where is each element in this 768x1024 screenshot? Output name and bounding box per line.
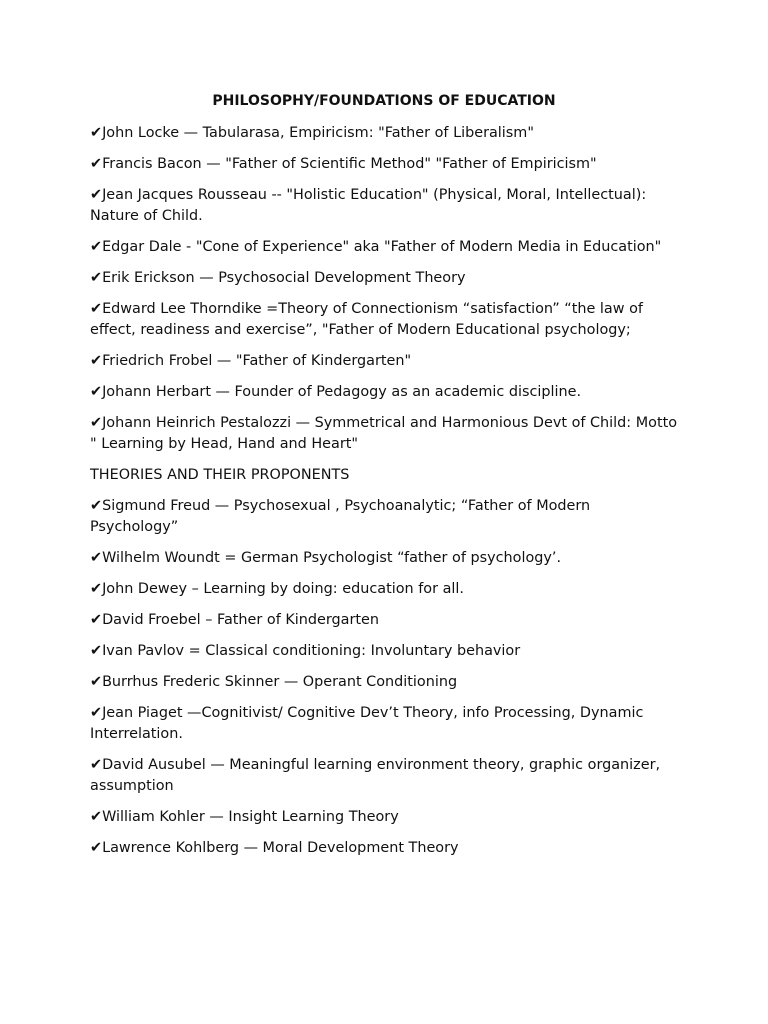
list-item [90, 382, 680, 403]
list-item [90, 496, 680, 538]
theorists-list [90, 496, 680, 859]
list-item-text: Burrhus Frederic Skinner — Operant Conditioning [102, 674, 458, 690]
check-mark-icon: ✔ [90, 187, 103, 203]
page-title: PHILOSOPHY/FOUNDATIONS OF EDUCATION [212, 93, 556, 109]
list-item-text: William Kohler — Insight Learning Theory [102, 809, 399, 825]
list-item [90, 413, 680, 455]
list-item [90, 807, 680, 828]
list-item-text: Friedrich Frobel — "Father of Kindergarten" [102, 353, 412, 369]
list-item-text: Erik Erickson — Psychosocial Development Theory [102, 270, 466, 286]
list-item [90, 579, 680, 600]
list-item-text: Sigmund Freud — Psychosexual , Psychoanalytic; “Father of Modern Psychology” [90, 498, 591, 535]
check-mark-icon: ✔ [90, 353, 103, 369]
list-item-text: Ivan Pavlov = Classical conditioning: Involuntary behavior [102, 643, 521, 659]
check-mark-icon: ✔ [90, 239, 103, 255]
list-item-text: Edgar Dale - "Cone of Experience" aka "Father of Modern Media in Education" [102, 239, 662, 255]
list-item-text: David Froebel – Father of Kindergarten [102, 612, 380, 628]
list-item-text: Edward Lee Thorndike =Theory of Connectionism “satisfaction” “the law of effect, readiness and exercise”, "Father of Modern Educational psychology; [90, 301, 643, 338]
list-item-text: Johann Heinrich Pestalozzi — Symmetrical and Harmonious Devt of Child: Motto " Learning by Head, Hand and Heart" [90, 415, 678, 452]
list-item [90, 641, 680, 662]
check-mark-icon: ✔ [90, 757, 103, 773]
list-item [90, 351, 680, 372]
check-mark-icon: ✔ [90, 270, 103, 286]
list-item [90, 610, 680, 631]
list-item-text: Francis Bacon — "Father of Scientific Method" "Father of Empiricism" [102, 156, 597, 172]
list-item [90, 268, 680, 289]
list-item-text: Jean Jacques Rousseau -- "Holistic Education" (Physical, Moral, Intellectual): Nature of Child. [90, 187, 647, 224]
check-mark-icon: ✔ [90, 415, 103, 431]
check-mark-icon: ✔ [90, 498, 103, 514]
check-mark-icon: ✔ [90, 550, 103, 566]
check-mark-icon: ✔ [90, 301, 103, 317]
list-item [90, 838, 680, 859]
list-item-text: David Ausubel — Meaningful learning environment theory, graphic organizer, assumption [90, 757, 661, 794]
list-item-text: Wilhelm Woundt = German Psychologist “father of psychology’. [102, 550, 562, 566]
list-item-text: Lawrence Kohlberg — Moral Development Theory [102, 840, 459, 856]
list-item [90, 703, 680, 745]
list-item-text: John Dewey – Learning by doing: education for all. [102, 581, 464, 597]
list-item-text: Johann Herbart — Founder of Pedagogy as an academic discipline. [102, 384, 582, 400]
check-mark-icon: ✔ [90, 125, 103, 141]
document-page [90, 92, 680, 869]
philosophers-list [90, 123, 680, 455]
list-item [90, 299, 680, 341]
list-item-text: Jean Piaget —Cognitivist/ Cognitive Dev’t Theory, info Processing, Dynamic Interrelation. [90, 705, 644, 742]
list-item [90, 755, 680, 797]
list-item [90, 237, 680, 258]
check-mark-icon: ✔ [90, 612, 103, 628]
check-mark-icon: ✔ [90, 674, 103, 690]
check-mark-icon: ✔ [90, 840, 103, 856]
list-item [90, 154, 680, 175]
section-heading: THEORIES AND THEIR PROPONENTS [90, 467, 350, 483]
check-mark-icon: ✔ [90, 384, 103, 400]
list-item [90, 548, 680, 569]
list-item-text: John Locke — Tabularasa, Empiricism: "Father of Liberalism" [102, 125, 534, 141]
check-mark-icon: ✔ [90, 643, 103, 659]
list-item [90, 123, 680, 144]
list-item [90, 672, 680, 693]
check-mark-icon: ✔ [90, 809, 103, 825]
check-mark-icon: ✔ [90, 581, 103, 597]
check-mark-icon: ✔ [90, 705, 103, 721]
check-mark-icon: ✔ [90, 156, 103, 172]
list-item [90, 185, 680, 227]
